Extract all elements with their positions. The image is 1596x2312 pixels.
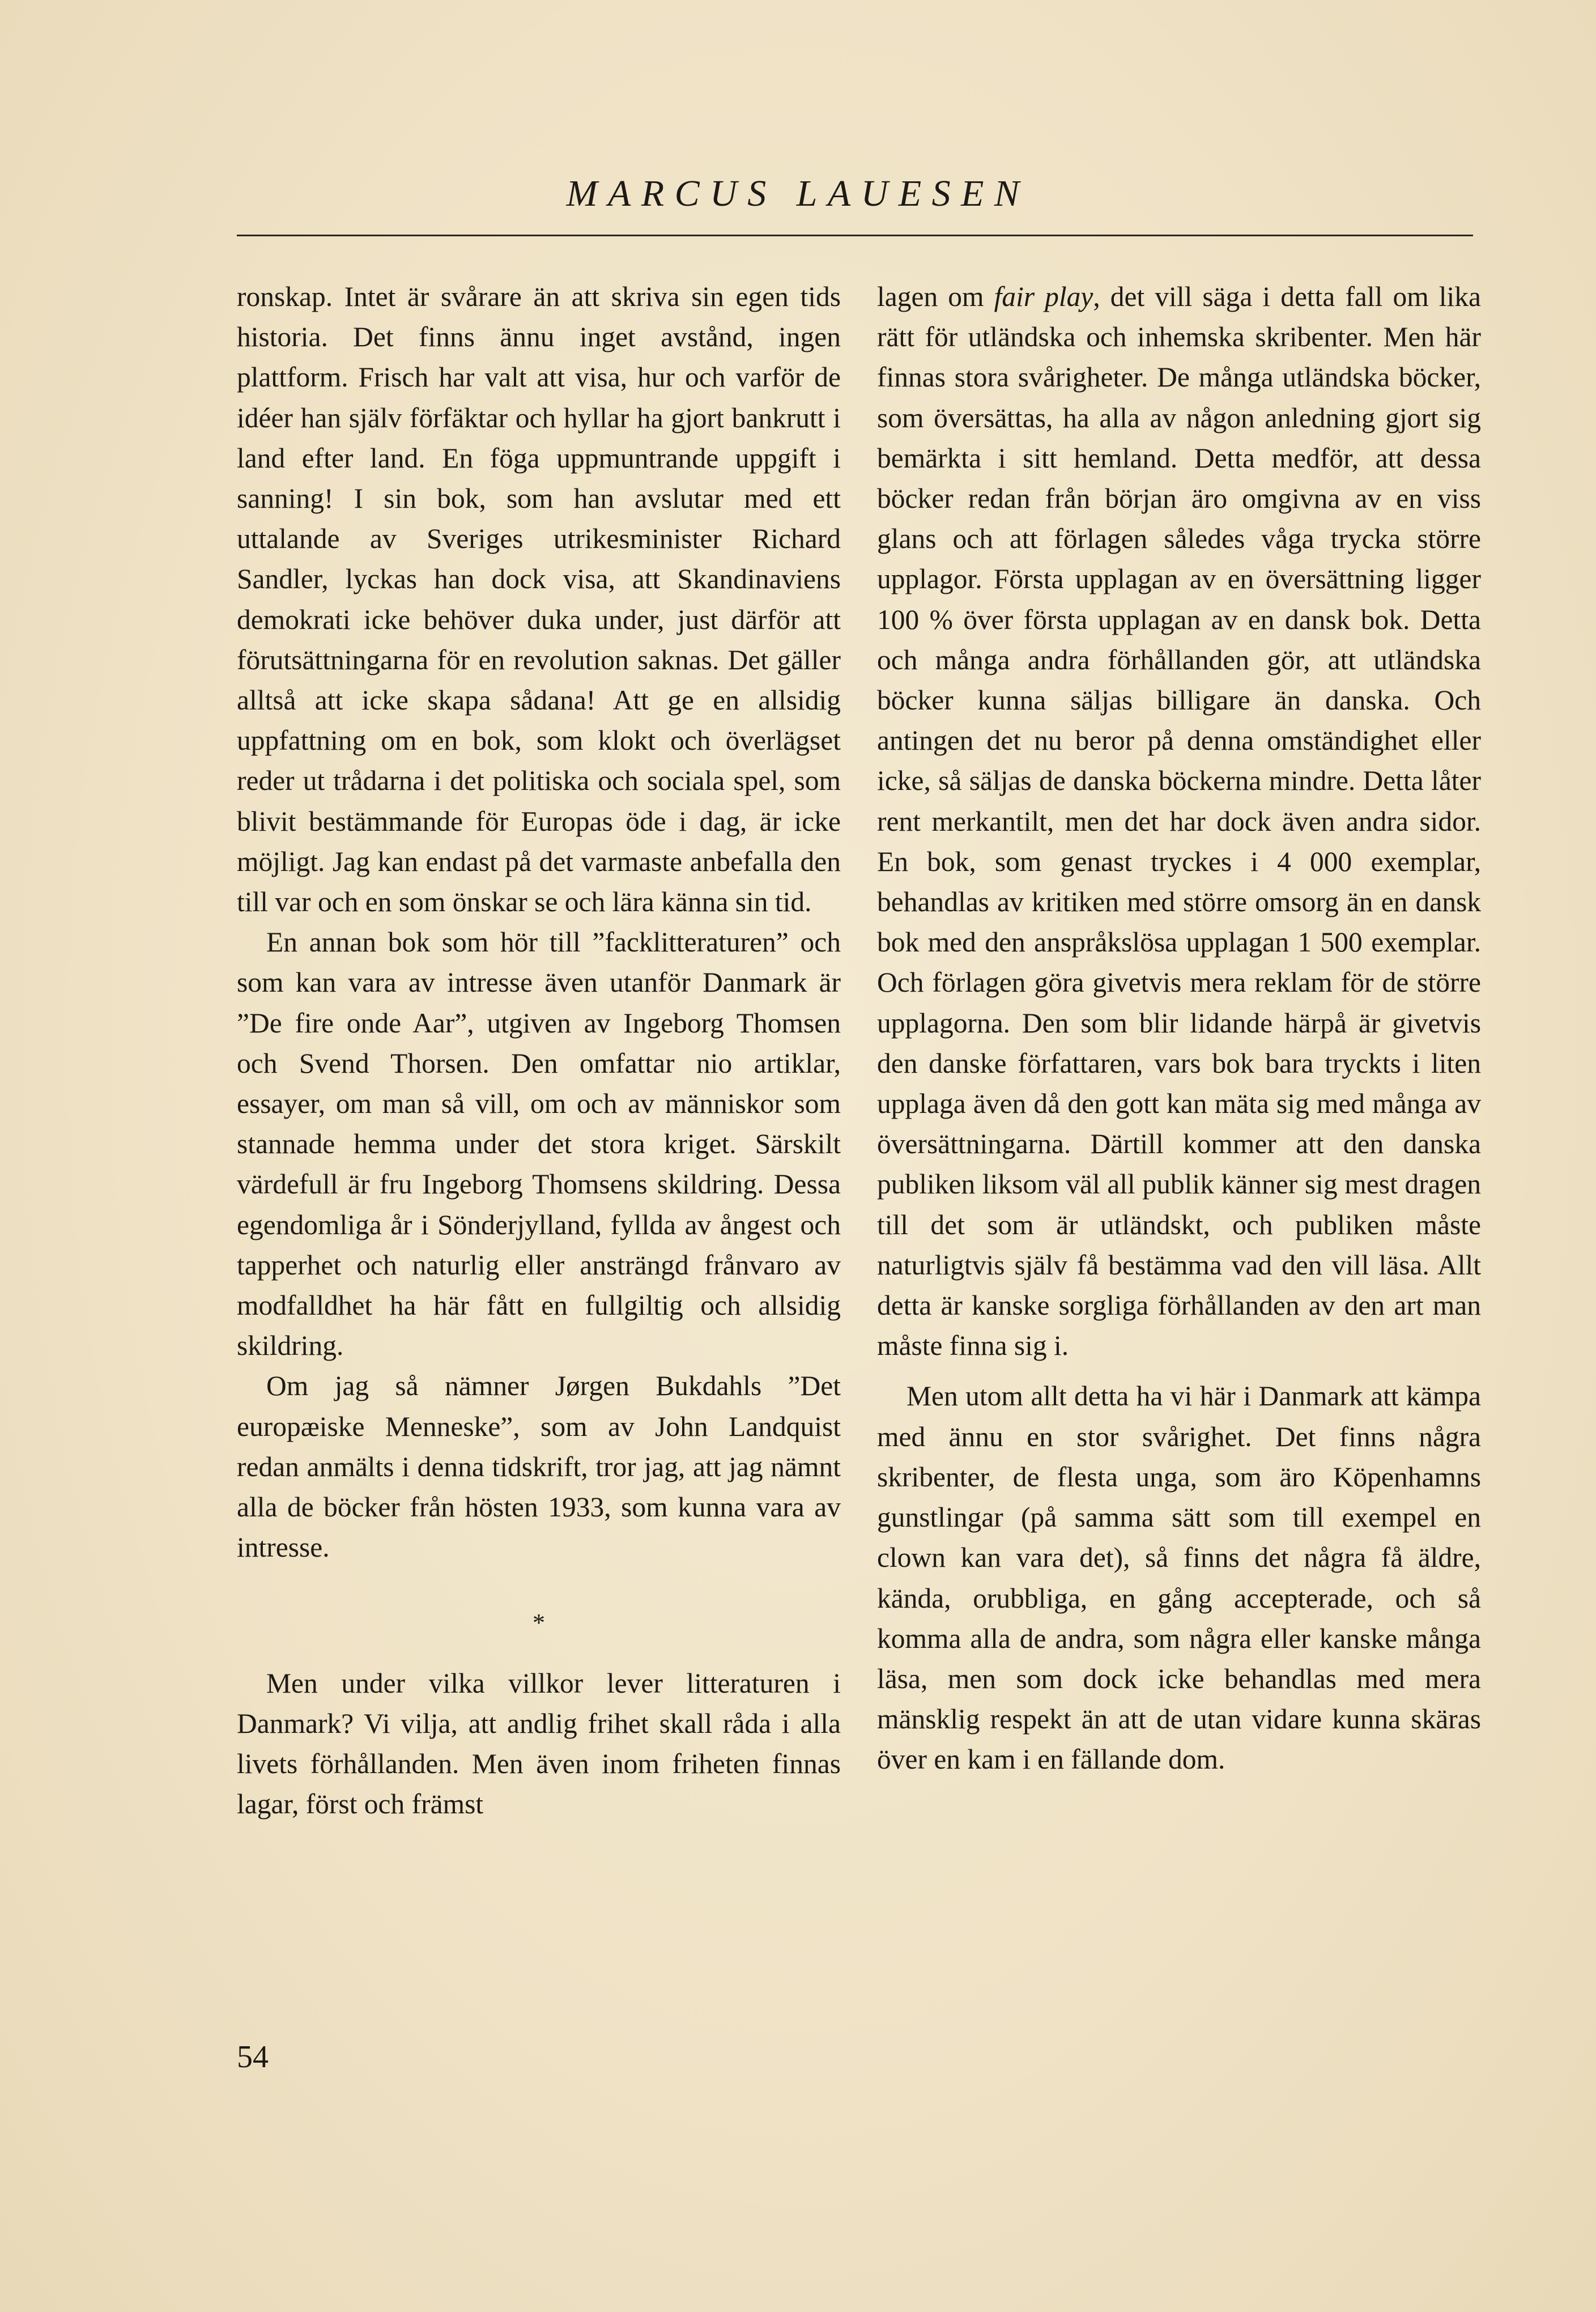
paragraph-text: lagen om: [877, 281, 994, 312]
paragraph: [877, 277, 1481, 1366]
page-number: 54: [237, 2039, 269, 2075]
header-rule: [237, 235, 1473, 236]
section-separator: *: [533, 1608, 545, 1637]
paragraph: Men under vilka villkor lever litteraturen i Danmark? Vi vilja, att andlig frihet skall råda i alla livets förhållanden. Men även inom friheten finnas lagar, först och främst: [237, 1667, 841, 1820]
right-text-column: [877, 277, 1481, 1780]
paragraph-gap: [877, 1366, 1481, 1376]
paragraph: Men utom allt detta ha vi här i Danmark att kämpa med ännu en stor svårighet. Det finns några skribenter, de flesta unga, som äro Köpenhamns gunstlingar (på samma sätt som till exempel en clown kan vara det), så finns det några få äldre, kända, orubbliga, en gång accepterade, och så komma alla de andra, som några eller kanske många läsa, men som dock icke behandlas med mera mänsklig respekt än att de utan vidare kunna skäras över en kam i en fällande dom.: [877, 1380, 1481, 1775]
italic-term: fair play: [994, 281, 1093, 312]
paragraph: ronskap. Intet är svårare än att skriva sin egen tids historia. Det finns ännu inget avstånd, ingen plattform. Frisch har valt att visa, hur och varför de idéer han själv förfäktar och hyllar ha gjort bankrutt i land efter land. En föga uppmuntrande uppgift i sanning! I sin bok, som han avslutar med ett uttalande av Sveriges utrikesminister Richard Sandler, lyckas han dock visa, att Skandinaviens demokrati icke behöver duka under, just därför att förutsättningarna för en revolution saknas. Det gäller alltså att icke skapa sådana! Att ge en allsidig uppfattning om en bok, som klokt och överlägset reder ut trådarna i det politiska och sociala spel, som blivit bestämmande för Europas öde i dag, är icke möjligt. Jag kan endast på det varmaste anbefalla den till var och en som önskar se och lära känna sin tid.: [237, 281, 841, 918]
paragraph: Om jag så nämner Jørgen Bukdahls ”Det europæiske Menneske”, som av John Landquist redan anmälts i denna tidskrift, tror jag, att jag nämnt alla de böcker från hösten 1933, som kunna vara av intresse.: [237, 1370, 841, 1563]
paragraph: En annan bok som hör till ”facklitteraturen” och som kan vara av intresse även utanför Danmark är ”De fire onde Aar”, utgiven av Ingeborg Thomsen och Svend Thorsen. Den omfattar nio artiklar, essayer, om man så vill, om och av människor som stannade hemma under det stora kriget. Särskilt värdefull är fru Ingeborg Thomsens skildring. Dessa egendomliga år i Sönderjylland, fyllda av ångest och tapperhet och naturlig eller ansträngd frånvaro av modfalldhet ha här fått en fullgiltig och allsidig skildring.: [237, 926, 841, 1362]
paragraph-text: , det vill säga i detta fall om lika rätt för utländska och inhemska skribenter. Men här finnas stora svårigheter. De många utländska böcker, som översättas, ha alla av någon anledning gjort sig bemärkta i sitt hemland. Detta medför, att dessa böcker redan från början äro omgivna av en viss glans och att förlagen således våga trycka större upplagor. Första upplagan av en översättning ligger 100 % över första upplagan av en dansk bok. Detta och många andra förhållanden gör, att utländska böcker kunna säljas billigare än danska. Och antingen det nu beror på denna omständighet eller icke, så säljas de danska böckerna mindre. Detta låter rent merkantilt, men det har dock även andra sidor. En bok, som genast tryckes i 4 000 exemplar, behandlas av kritiken med större omsorg än en dansk bok med den anspråkslösa upplagan 1 500 exemplar. Och förlagen göra givetvis mera reklam för de större upplagorna. Den som blir lidande härpå är givetvis den danske författaren, vars bok bara tryckts i liten upplaga även då den gott kan mäta sig med många av översättningarna. Därtill kommer att den danska publiken liksom väl all publik känner sig mest dragen till det som är utländskt, och publiken måste naturligtvis själv få bestämma vad den vill läsa. Allt detta är kanske sorgliga förhållanden av den art man måste finna sig i.: [877, 281, 1481, 1362]
running-head-title: MARCUS LAUESEN: [566, 173, 1030, 214]
left-text-column: [237, 277, 841, 1824]
